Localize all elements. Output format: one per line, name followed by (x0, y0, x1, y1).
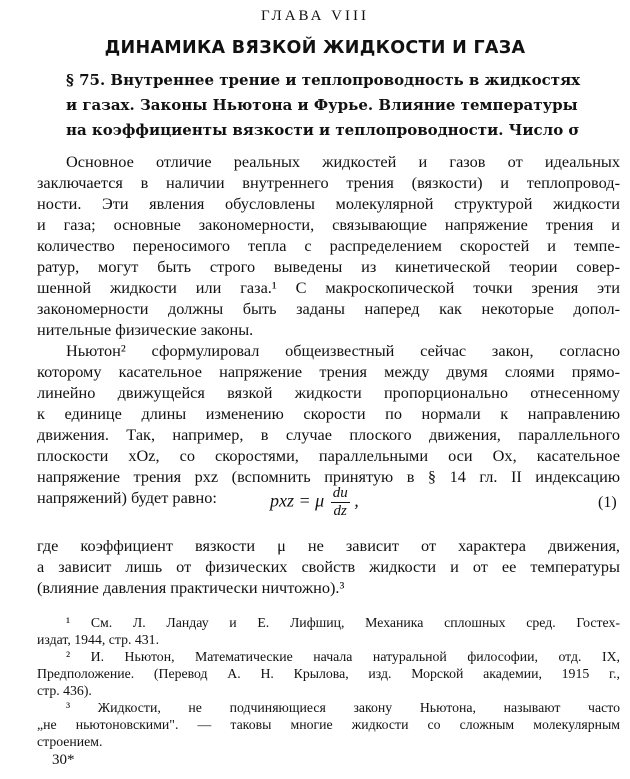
paragraph-line: движения. Так, например, в случае плоского движения, параллельного (37, 425, 620, 444)
paragraph-line: закономерности должны быть заданы наперед как некоторые допол- (37, 299, 620, 318)
equation-number: (1) (598, 494, 617, 511)
footnote-line: издат, 1944, стр. 431. (37, 632, 160, 647)
section-heading-line: и газах. Законы Ньютона и Фурье. Влияние температуры (66, 96, 578, 114)
paragraph-line: напряжений) будет равно: (37, 488, 217, 507)
fraction (331, 485, 350, 520)
footnote-line: стр. 436). (37, 683, 92, 698)
paragraph-line: линейно движущейся вязкой жидкости пропорционально отнесенному (37, 383, 620, 402)
section-heading-line: § 75. Внутреннее трение и теплопроводность в жидкостях (66, 71, 581, 89)
fraction-numerator: du (332, 485, 348, 501)
paragraph-line: а зависит лишь от физических свойств жидкости и от ее температуры (37, 557, 620, 576)
equation-lhs: pxz = μ (270, 490, 325, 511)
footnote-line: ² И. Ньютон, Математические начала натуральной философии, отд. IX, (66, 649, 620, 664)
footnote-line: ³ Жидкости, не подчиняющиеся закону Ньютона, называют часто (66, 700, 620, 715)
equation (270, 485, 359, 520)
paragraph-line: плоскости xOz, со скоростями, параллельными оси Ox, касательное (37, 446, 620, 465)
paragraph-line: напряжение трения pxz (вспомнить принятую в § 14 гл. II индексацию (37, 467, 620, 486)
paragraph-line: шенной жидкости или газа.¹ С макроскопической точки зрения эти (37, 278, 620, 297)
footnote-line: Предположение. (Перевод А. Н. Крылова, изд. Морской академии, 1915 г., (37, 666, 620, 681)
footnote-line: ¹ См. Л. Ландау и Е. Лифшиц, Механика сплошных сред. Гостех- (66, 615, 620, 630)
paragraph-line: Основное отличие реальных жидкостей и газов от идеальных (66, 152, 620, 171)
chapter-title: ДИНАМИКА ВЯЗКОЙ ЖИДКОСТИ И ГАЗА (104, 38, 526, 58)
paragraph-line: Ньютон² сформулировал общеизвестный сейчас закон, согласно (66, 341, 620, 360)
paragraph-line: и газа; основные закономерности, связывающие напряжение трения и (37, 215, 620, 234)
fraction-denominator: dz (333, 503, 347, 519)
footnote-line: „не ньютоновскими". — таковы многие жидкости со сложным молекулярным (37, 717, 620, 732)
paragraph-line: ратур, могут быть строго выведены из кинетической теории совер- (37, 257, 620, 276)
paragraph-line: заключается в наличии внутреннего трения (вязкости) и теплопровод- (37, 173, 620, 192)
paragraph-line: которому касательное напряжение трения между двумя слоями прямо- (37, 362, 620, 381)
paragraph-line: ности. Эти явления обусловлены молекулярной структурой жидкости (37, 194, 620, 213)
paragraph-line: нительные физические законы. (37, 320, 254, 339)
page-number: 30* (52, 752, 75, 768)
section-heading-line: на коэффициенты вязкости и теплопроводности. Число σ (66, 121, 580, 139)
paragraph-line: количество переносимого тепла с распределением скоростей и темпе- (37, 236, 620, 255)
equation-tail: , (354, 490, 359, 511)
footnote-line: строением. (37, 734, 103, 749)
paragraph-line: (влияние давления практически ничтожно).³ (37, 578, 345, 597)
chapter-heading: ГЛАВА VIII (260, 8, 369, 24)
paragraph-line: к единице длины изменению скорости по нормали к направлению (37, 404, 620, 423)
paragraph-line: где коэффициент вязкости μ не зависит от характера движения, (37, 536, 620, 555)
